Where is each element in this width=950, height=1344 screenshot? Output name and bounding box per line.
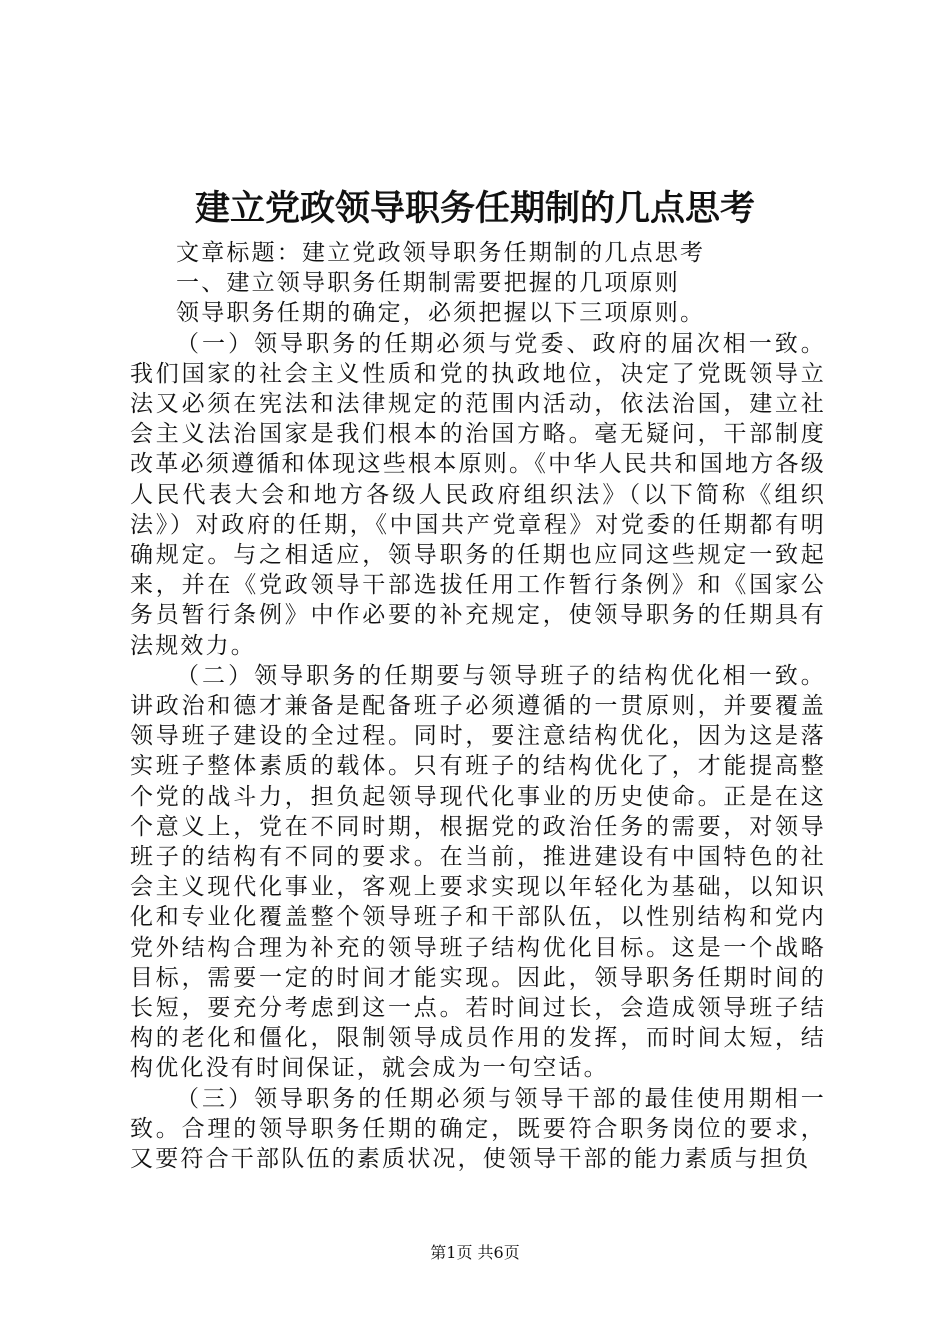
article-title-line: 文章标题：建立党政领导职务任期制的几点思考 (176, 240, 706, 266)
document-body (130, 238, 826, 1174)
intro-paragraph: 领导职务任期的确定，必须把握以下三项原则。 (176, 300, 706, 327)
principle-one-paragraph: （一）领导职务的任期必须与党委、政府的届次相一致。我们国家的社会主义性质和党的执政地位，决定了党既领导立法又必须在宪法和法律规定的范围内活动，依法治国，建立社会主义法治国家是我们根本的治国方略。毫无疑问，干部制度改革必须遵循和体现这些根本原则。《中华人民共和国地方各级人民代表大会和地方各级人民政府组织法》（以下简称《组织法》）对政府的任期，《中国共产党章程》对党委的任期都有明确规定。与之相适应，领导职务的任期也应同这些规定一致起来，并在《党政领导干部选拔任用工作暂行条例》和《国家公务员暂行条例》中作必要的补充规定，使领导职务的任期具有法规效力。 (130, 330, 826, 659)
principle-two-paragraph: （二）领导职务的任期要与领导班子的结构优化相一致。讲政治和德才兼备是配备班子必须遵循的一贯原则，并要覆盖领导班子建设的全过程。同时，要注意结构优化，因为这是落实班子整体素质的载体。只有班子的结构优化了，才能提高整个党的战斗力，担负起领导现代化事业的历史使命。正是在这个意义上，党在不同时期，根据党的政治任务的需要，对领导班子的结构有不同的要求。在当前，推进建设有中国特色的社会主义现代化事业，客观上要求实现以年轻化为基础，以知识化和专业化覆盖整个领导班子和干部队伍，以性别结构和党内党外结构合理为补充的领导班子结构优化目标。这是一个战略目标，需要一定的时间才能实现。因此，领导职务任期时间的长短，要充分考虑到这一点。若时间过长，会造成领导班子结构的老化和僵化，限制领导成员作用的发挥，而时间太短，结构优化没有时间保证，就会成为一句空话。 (130, 662, 826, 1082)
document-title: 建立党政领导职务任期制的几点思考 (194, 188, 755, 229)
section-heading: 一、建立领导职务任期制需要把握的几项原则 (176, 270, 680, 297)
page-number-footer: 第1页 共6页 (430, 1243, 520, 1262)
principle-three-paragraph: （三）领导职务的任期必须与领导干部的最佳使用期相一致。合理的领导职务任期的确定，既要符合职务岗位的要求，又要符合干部队伍的素质状况，使领导干部的能力素质与担负 (130, 1085, 826, 1173)
